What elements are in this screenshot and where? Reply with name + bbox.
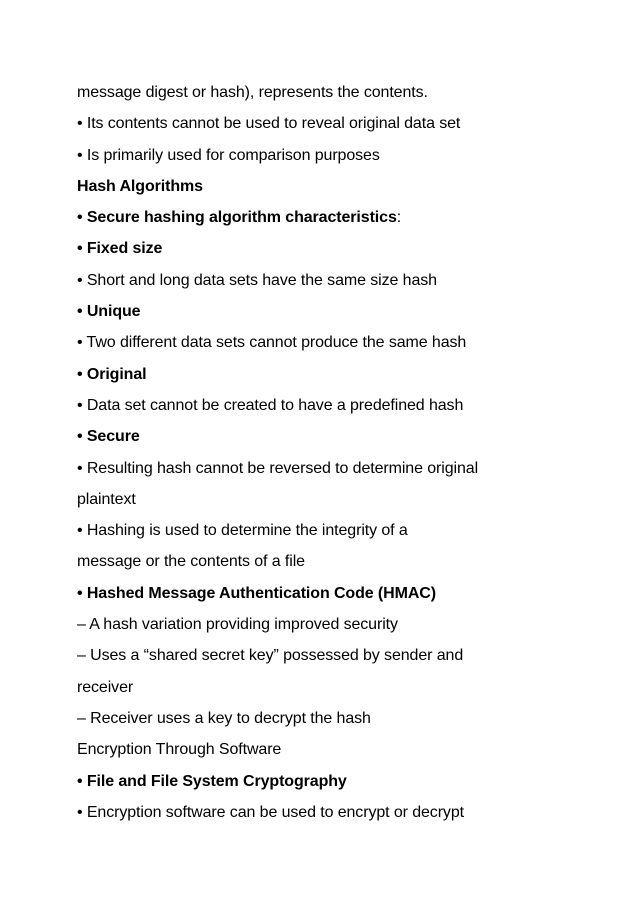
text-line: message or the contents of a file xyxy=(77,553,305,571)
bullet-line: • Unique xyxy=(77,303,141,321)
bullet-line: • Hashed Message Authentication Code (HMAC) xyxy=(77,584,436,602)
text-line: plaintext xyxy=(77,490,136,508)
bullet-line: • Hashing is used to determine the integrity of a xyxy=(77,522,408,540)
bullet-line: • Fixed size xyxy=(77,240,163,258)
bullet-line: • Resulting hash cannot be reversed to determine original xyxy=(77,459,479,477)
bullet-line: • Short and long data sets have the same size hash xyxy=(77,271,437,289)
bullet-line: • Two different data sets cannot produce the same hash xyxy=(77,334,467,352)
section-heading: Encryption Through Software xyxy=(77,741,282,759)
bullet-line: • Original xyxy=(77,365,147,383)
dash-line: – Receiver uses a key to decrypt the hash xyxy=(77,709,371,727)
colon: : xyxy=(396,209,402,227)
dash-line: – Uses a “shared secret key” possessed by sender and xyxy=(77,647,464,665)
bullet-line: • Data set cannot be created to have a predefined hash xyxy=(77,396,464,414)
bullet-line: • Is primarily used for comparison purposes xyxy=(77,146,380,164)
bullet-line xyxy=(77,202,577,233)
bullet-line: • Secure xyxy=(77,428,140,446)
page-body xyxy=(77,77,577,828)
text-line: message digest or hash), represents the contents. xyxy=(77,84,428,101)
section-heading: Hash Algorithms xyxy=(77,177,203,195)
bullet-line: • Encryption software can be used to encrypt or decrypt xyxy=(77,803,464,821)
bold-label: • Secure hashing algorithm characteristics xyxy=(77,209,397,227)
bullet-line: • File and File System Cryptography xyxy=(77,772,347,790)
dash-line: – A hash variation providing improved security xyxy=(77,616,398,634)
bullet-line: • Its contents cannot be used to reveal original data set xyxy=(77,115,461,133)
text-line: receiver xyxy=(77,678,134,696)
